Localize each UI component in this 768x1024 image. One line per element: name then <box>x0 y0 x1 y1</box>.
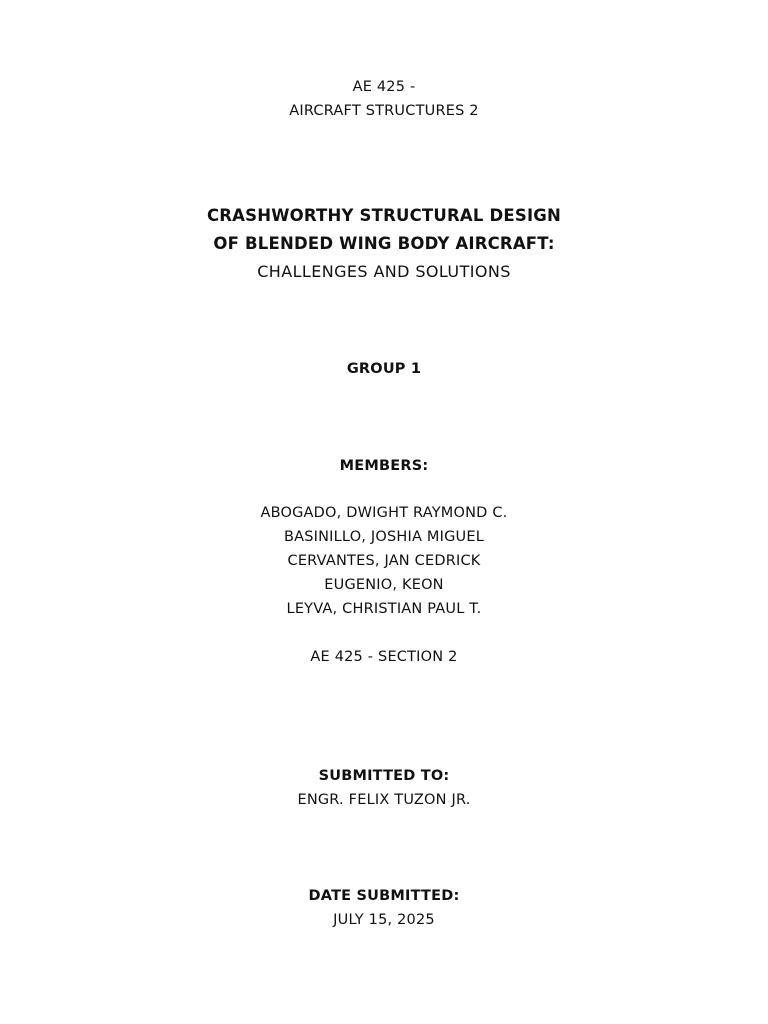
submitted-to-name: ENGR. FELIX TUZON JR. <box>297 792 471 808</box>
member-name: ABOGADO, DWIGHT RAYMOND C. <box>260 505 508 521</box>
submitted-to-heading: SUBMITTED TO: <box>318 768 450 784</box>
member-name: LEYVA, CHRISTIAN PAUL T. <box>286 601 482 617</box>
members-heading: MEMBERS: <box>339 458 429 474</box>
title-line-2: OF BLENDED WING BODY AIRCRAFT: <box>213 234 555 253</box>
date-submitted-heading: DATE SUBMITTED: <box>308 888 460 904</box>
section-label: AE 425 - SECTION 2 <box>310 649 458 665</box>
group-label: GROUP 1 <box>346 361 422 377</box>
course-code: AE 425 - <box>352 79 416 95</box>
date-submitted-value: JULY 15, 2025 <box>333 912 435 928</box>
course-name: AIRCRAFT STRUCTURES 2 <box>289 103 479 119</box>
member-name: BASINILLO, JOSHIA MIGUEL <box>283 529 485 545</box>
member-name: EUGENIO, KEON <box>324 577 444 593</box>
subtitle: CHALLENGES AND SOLUTIONS <box>257 262 511 281</box>
title-line-1: CRASHWORTHY STRUCTURAL DESIGN <box>206 206 562 225</box>
member-name: CERVANTES, JAN CEDRICK <box>287 553 481 569</box>
